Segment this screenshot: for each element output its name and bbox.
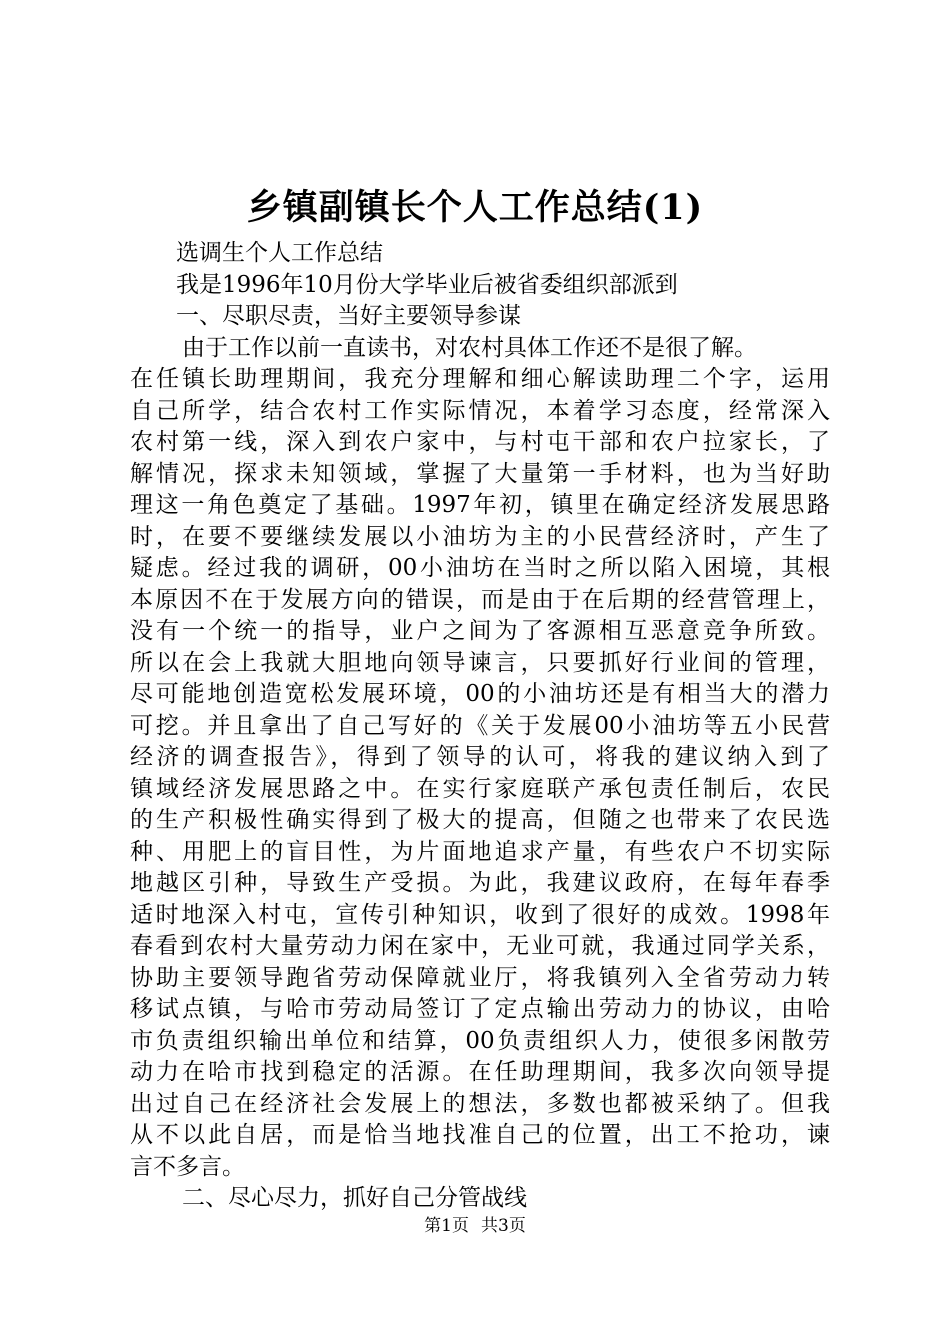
paragraph-line: 本原因不在于发展方向的错误，而是由于在后期的经营管理上，	[130, 586, 830, 613]
paragraph-line: 地越区引种，导致生产受损。为此，我建议政府，在每年春季	[130, 870, 830, 896]
paragraph-line: 自己所学，结合农村工作实际情况，本着学习态度，经常深入	[130, 397, 830, 424]
paragraph-line: 动力在哈市找到稳定的活源。在任助理期间，我多次向领导提	[130, 1059, 830, 1085]
paragraph-line: 协助主要领导跑省劳动保障就业厅，将我镇列入全省劳动力转	[130, 964, 830, 991]
section-heading-2: 二、尽心尽力，抓好自己分管战线	[182, 1185, 527, 1211]
paragraph-line: 言不多言。	[130, 1153, 245, 1180]
paragraph-line: 春看到农村大量劳动力闲在家中，无业可就，我通过同学关系，	[130, 933, 830, 959]
paragraph-line: 的生产积极性确实得到了极大的提高，但随之也带来了农民选	[130, 807, 830, 833]
paragraph-line: 尽可能地创造宽松发展环境，00的小油坊还是有相当大的潜力	[130, 681, 830, 707]
paragraph-line: 经济的调查报告》，得到了领导的认可，将我的建议纳入到了	[130, 744, 830, 770]
paragraph-line: 所以在会上我就大胆地向领导谏言，只要抓好行业间的管理，	[130, 649, 830, 676]
subtitle-line: 选调生个人工作总结	[176, 240, 383, 266]
paragraph-line: 种、用肥上的盲目性，为片面地追求产量，有些农户不切实际	[130, 838, 830, 865]
paragraph-line: 移试点镇，与哈市劳动局签订了定点输出劳动力的协议，由哈	[130, 996, 830, 1022]
page-footer	[0, 1214, 950, 1238]
paragraph-line: 市负责组织输出单位和结算，00负责组织人力，使很多闲散劳	[130, 1027, 830, 1054]
paragraph-line: 镇域经济发展思路之中。在实行家庭联产承包责任制后，农民	[130, 775, 830, 802]
paragraph-line: 农村第一线，深入到农户家中，与村屯干部和农户拉家长，了	[130, 429, 830, 455]
document-body	[130, 238, 830, 1215]
paragraph-line: 解情况，探求未知领域，掌握了大量第一手材料，也为当好助	[130, 460, 830, 487]
paragraph-line: 从不以此自居，而是恰当地找准自己的位置，出工不抢功，谏	[130, 1122, 830, 1148]
intro-line: 我是1996年10月份大学毕业后被省委组织部派到	[176, 271, 678, 298]
paragraph-line: 适时地深入村屯，宣传引种知识，收到了很好的成效。1998年	[130, 901, 830, 928]
paragraph-line: 理这一角色奠定了基础。1997年初，镇里在确定经济发展思路	[130, 492, 830, 518]
document-title: 乡镇副镇长个人工作总结(1)	[246, 187, 704, 228]
paragraph-line: 由于工作以前一直读书，对农村具体工作还不是很了解。	[182, 334, 757, 361]
paragraph-line: 时，在要不要继续发展以小油坊为主的小民营经济时，产生了	[130, 523, 830, 550]
paragraph-line: 没有一个统一的指导，业户之间为了客源相互恶意竞争所致。	[130, 618, 830, 644]
paragraph-line: 可挖。并且拿出了自己写好的《关于发展00小油坊等五小民营	[130, 712, 830, 739]
paragraph-line: 出过自己在经济社会发展上的想法，多数也都被采纳了。但我	[130, 1090, 830, 1117]
section-heading-1: 一、尽职尽责，当好主要领导参谋	[176, 303, 521, 329]
page-total: 共3页	[481, 1216, 526, 1236]
paragraph-line: 疑虑。经过我的调研，00小油坊在当时之所以陷入困境，其根	[130, 555, 830, 581]
paragraph-line: 在任镇长助理期间，我充分理解和细心解读助理二个字，运用	[130, 366, 830, 392]
page-number: 第1页	[424, 1216, 469, 1236]
